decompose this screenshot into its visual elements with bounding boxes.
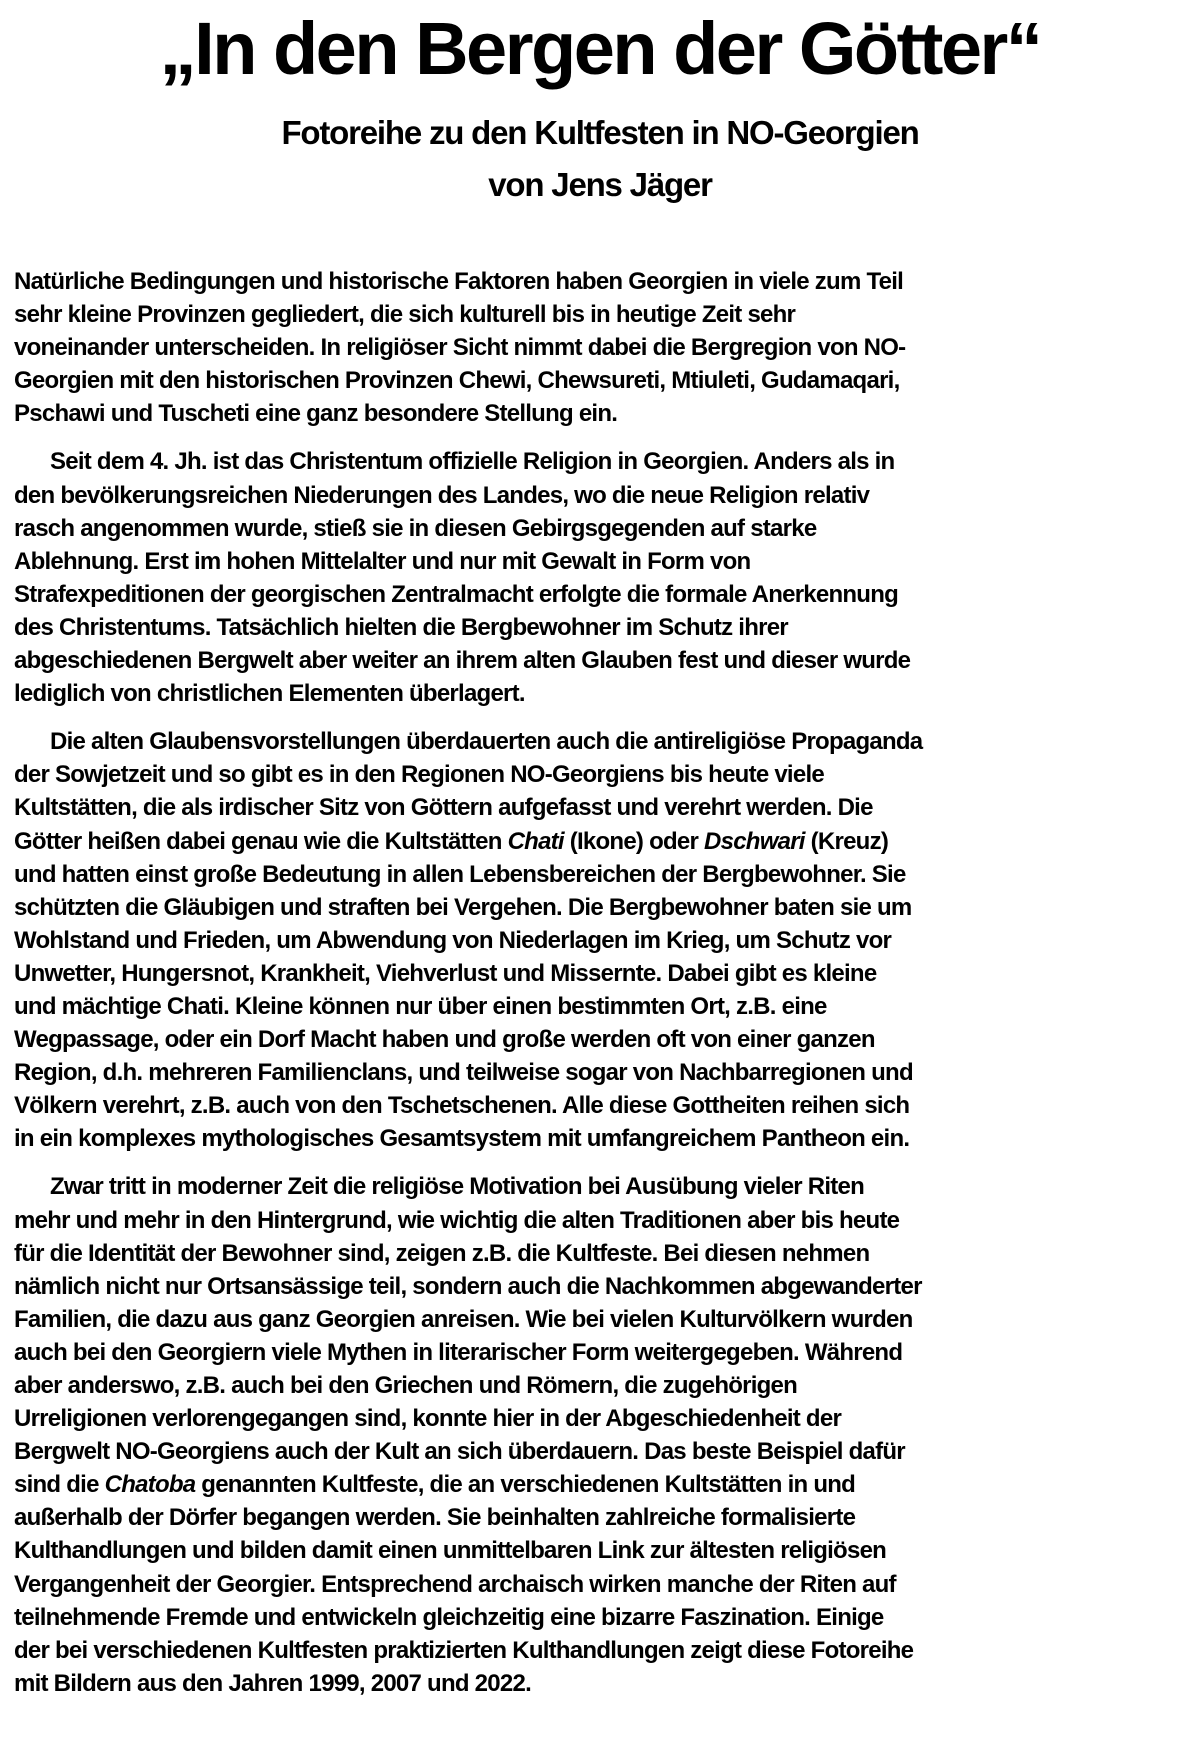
page-title: „In den Bergen der Götter“ [159,7,1041,90]
italic-term: Chati [507,827,564,855]
text-segment: (Kreuz) [804,827,889,855]
text-line: sehr kleine Provinzen gegliedert, die sich kulturell bis in heutige Zeit sehr [14,301,796,329]
text-line: Natürliche Bedingungen und historische Faktoren haben Georgien in viele zum Teil [14,268,904,295]
text-line: Kulthandlungen und bilden damit einen unmittelbaren Link zur ältesten religiösen [14,1537,887,1565]
paragraph [14,725,1194,1155]
text-segment: sind die [14,1471,105,1499]
paragraph [14,265,1194,430]
text-line: Zwar tritt in moderner Zeit die religiöse Motivation bei Ausübung vieler Riten [50,1173,865,1201]
text-line: mehr und mehr in den Hintergrund, wie wichtig die alten Traditionen aber bis heute [14,1206,900,1234]
text-line [14,825,1194,858]
text-line: Wegpassage, oder ein Dorf Macht haben und große werden oft von einer ganzen [14,1026,875,1054]
text-line: Völkern verehrt, z.B. auch von den Tschetschenen. Alle diese Gottheiten reihen sich [14,1092,910,1120]
text-line: Wohlstand und Frieden, um Abwendung von Niederlagen im Krieg, um Schutz vor [14,926,892,954]
italic-term: Chatoba [104,1471,196,1499]
paragraph [14,445,1194,710]
text-segment: genannten Kultfeste, die an verschiedenen Kultstätten in und [195,1471,856,1499]
text-line: Pschawi und Tuscheti eine ganz besondere Stellung ein. [14,400,618,428]
text-line: Vergangenheit der Georgier. Entsprechend archaisch wirken manche der Riten auf [14,1570,896,1598]
text-line: Urreligionen verlorengegangen sind, konnte hier in der Abgeschiedenheit der [14,1405,842,1433]
text-line: teilnehmende Fremde und entwickeln gleichzeitig eine bizarre Faszination. Einige [14,1603,884,1631]
text-line: für die Identität der Bewohner sind, zeigen z.B. die Kultfeste. Bei diesen nehmen [14,1239,870,1267]
text-line: Unwetter, Hungersnot, Krankheit, Viehverlust und Missernte. Dabei gibt es kleine [14,959,877,987]
text-line: in ein komplexes mythologisches Gesamtsystem mit umfangreichem Pantheon ein. [14,1125,910,1153]
article-body [14,265,1194,1715]
author-line: von Jens Jäger [488,166,712,203]
text-line: Seit dem 4. Jh. ist das Christentum offizielle Religion in Georgien. Anders als in [50,448,895,476]
text-line: Ablehnung. Erst im hohen Mittelalter und nur mit Gewalt in Form von [14,547,751,575]
text-line: und mächtige Chati. Kleine können nur über einen bestimmten Ort, z.B. eine [14,992,827,1020]
text-line: aber anderswo, z.B. auch bei den Griechen und Römern, die zugehörigen [14,1372,798,1399]
text-line: Familien, die dazu aus ganz Georgien anreisen. Wie bei vielen Kulturvölkern wurden [14,1305,913,1333]
text-line: Region, d.h. mehreren Familienclans, und teilweise sogar von Nachbarregionen und [14,1059,913,1087]
text-line: schützten die Gläubigen und straften bei Vergehen. Die Bergbewohner baten sie um [14,893,912,921]
text-line: Die alten Glaubensvorstellungen überdauerten auch die antireligiöse Propaganda [50,728,923,756]
subtitle: Fotoreihe zu den Kultfesten in NO-Georgien [281,114,919,151]
text-line: der Sowjetzeit und so gibt es in den Regionen NO-Georgiens bis heute viele [14,761,824,789]
text-line: außerhalb der Dörfer begangen werden. Sie beinhalten zahlreiche formalisierte [14,1504,856,1532]
text-segment: (Ikone) oder [563,827,705,855]
text-line: des Christentums. Tatsächlich hielten die Bergbewohner im Schutz ihrer [14,613,788,641]
text-segment: Götter heißen dabei genau wie die Kultstätten [14,827,508,855]
text-line: Strafexpeditionen der georgischen Zentralmacht erfolgte die formale Anerkennung [14,580,899,608]
text-line: lediglich von christlichen Elementen überlagert. [14,680,525,708]
text-line: Bergwelt NO-Georgiens auch der Kult an sich überdauern. Das beste Beispiel dafür [14,1438,905,1466]
paragraph [14,1170,1194,1700]
text-line: und hatten einst große Bedeutung in allen Lebensbereichen der Bergbewohner. Sie [14,860,906,888]
text-line: Georgien mit den historischen Provinzen Chewi, Chewsureti, Mtiuleti, Gudamaqari, [14,367,900,395]
text-line: abgeschiedenen Bergwelt aber weiter an ihrem alten Glauben fest und dieser wurde [14,647,911,675]
text-line: auch bei den Georgiern viele Mythen in literarischer Form weitergegeben. Während [14,1338,903,1366]
text-line: der bei verschiedenen Kultfesten praktizierten Kulthandlungen zeigt diese Fotoreihe [14,1636,914,1664]
text-line: den bevölkerungsreichen Niederungen des Landes, wo die neue Religion relativ [14,481,870,509]
text-line [14,1468,1194,1501]
text-line: Kultstätten, die als irdischer Sitz von Göttern aufgefasst und verehrt werden. Die [14,794,873,822]
text-line: mit Bildern aus den Jahren 1999, 2007 und 2022. [14,1669,531,1697]
italic-term: Dschwari [704,827,805,855]
text-line: rasch angenommen wurde, stieß sie in diesen Gebirgsgegenden auf starke [14,514,817,542]
text-line: voneinander unterscheiden. In religiöser Sicht nimmt dabei die Bergregion von NO- [14,334,906,362]
text-line: nämlich nicht nur Ortsansässige teil, sondern auch die Nachkommen abgewanderter [14,1272,922,1300]
